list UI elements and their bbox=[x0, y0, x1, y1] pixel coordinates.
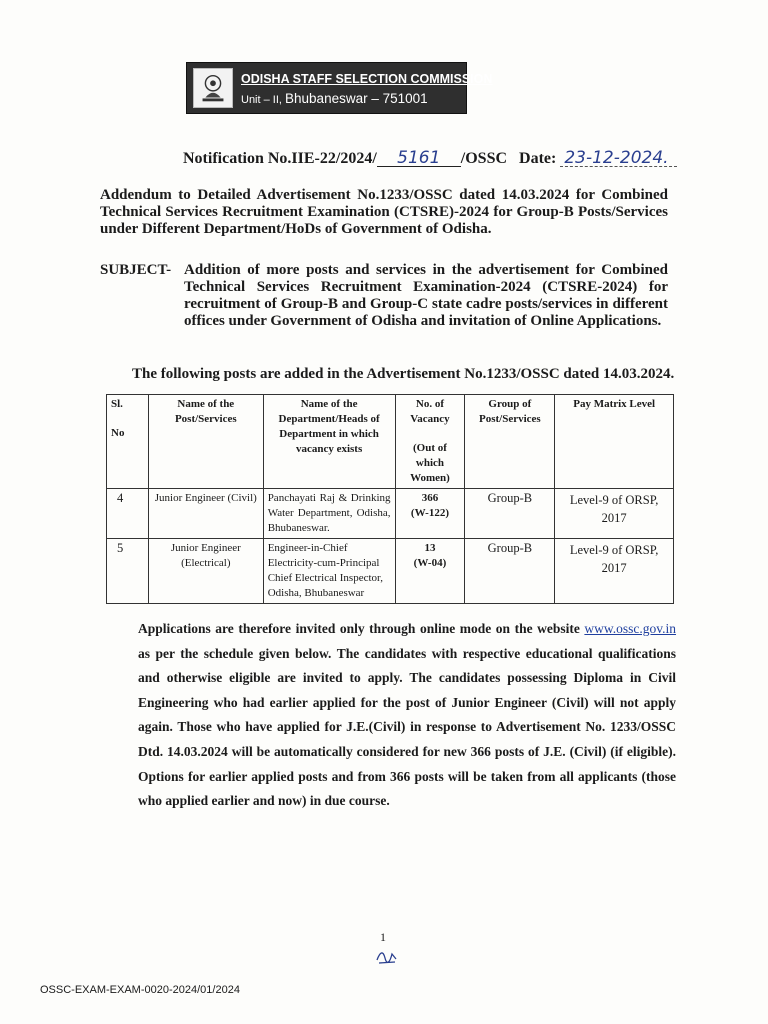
table-header-row bbox=[107, 395, 674, 489]
header-sl bbox=[107, 395, 149, 489]
odisha-emblem-icon bbox=[193, 68, 233, 108]
header-vacancy bbox=[395, 395, 465, 489]
row-post: Junior Engineer (Electrical) bbox=[148, 539, 263, 604]
row-group: Group-B bbox=[465, 489, 555, 539]
header-post: Name of the Post/Services bbox=[148, 395, 263, 489]
header-banner bbox=[186, 62, 493, 114]
website-link[interactable]: www.ossc.gov.in bbox=[584, 621, 677, 636]
addendum-text: Addendum to Detailed Advertisement No.1233/OSSC dated 14.03.2024 for Combined Technical Services Recruitment Examination (CTSRE)-2024 for Group-B Posts/Services under Different Department/HoDs of Government of Odisha. bbox=[100, 187, 668, 237]
header-vacancy-sub: (Out of which Women) bbox=[410, 442, 450, 484]
header-pay: Pay Matrix Level bbox=[555, 395, 674, 489]
row-vacancy-women: (W-04) bbox=[413, 557, 447, 569]
table-row bbox=[107, 539, 674, 604]
notification-suffix: /OSSC bbox=[460, 150, 508, 167]
subject-label: SUBJECT- bbox=[100, 262, 172, 278]
notification-line bbox=[183, 150, 677, 168]
row-vacancy bbox=[395, 489, 465, 539]
row-dept: Engineer-in-Chief Electricity-cum-Principal Chief Electrical Inspector, Odisha, Bhubaneswar bbox=[263, 539, 395, 604]
row-vacancy-women: (W-122) bbox=[410, 507, 449, 519]
applications-part2: as per the schedule given below. The candidates with respective educational qualifications and otherwise eligible are invited to apply. The candidates possessing Diploma in Civil Engineering who had earlier applied for the post of Junior Engineer (Civil) will not apply again. Those who have applied for J.E.(Civil) in response to Advertisement No. 1233/OSSC Dtd. 14.03.2024 will be automatically considered for new 366 posts of J.E. (Civil) (if eligible). Options for earlier applied posts and from 366 posts will be taken from all applicants (those who applied earlier and now) in due course. bbox=[138, 645, 676, 809]
row-post: Junior Engineer (Civil) bbox=[148, 489, 263, 539]
posts-table bbox=[106, 394, 674, 604]
subject-text: Addition of more posts and services in the advertisement for Combined Technical Services Recruitment Examination-2024 (CTSRE-2024) for recruitment of Group-B and Group-C state cadre posts/services in different offices under Government of Odisha and invitation of Online Applications. bbox=[184, 262, 668, 329]
header-vacancy-label: No. of Vacancy bbox=[410, 398, 450, 425]
footer-reference: OSSC-EXAM-EXAM-0020-2024/01/2024 bbox=[40, 984, 240, 996]
header-dept: Name of the Department/Heads of Department in which vacancy exists bbox=[263, 395, 395, 489]
notification-prefix: Notification No.IIE-22/2024/ bbox=[183, 150, 377, 167]
applications-part1: Applications are therefore invited only through online mode on the website bbox=[138, 621, 580, 636]
row-pay: Level-9 of ORSP, 2017 bbox=[555, 489, 674, 539]
org-unit-place: Bhubaneswar – 751001 bbox=[285, 91, 428, 106]
header-sl-bottom: No bbox=[111, 427, 125, 439]
subject-block bbox=[100, 262, 668, 330]
org-name: ODISHA STAFF SELECTION COMMISSION bbox=[241, 72, 493, 86]
row-pay: Level-9 of ORSP, 2017 bbox=[555, 539, 674, 604]
header-sl-top: Sl. bbox=[111, 398, 123, 410]
posts-added-line: The following posts are added in the Advertisement No.1233/OSSC dated 14.03.2024. bbox=[132, 366, 675, 382]
row-sl: 4 bbox=[107, 489, 149, 539]
date-handwritten: 23-12-2024. bbox=[560, 150, 676, 167]
applications-paragraph bbox=[138, 617, 676, 814]
notification-number-handwritten: 5161 bbox=[377, 150, 461, 167]
date-label: Date: bbox=[519, 150, 557, 167]
page-number: 1 bbox=[380, 930, 386, 944]
row-vacancy bbox=[395, 539, 465, 604]
org-unit-prefix: Unit – II, bbox=[241, 94, 286, 106]
header-group: Group of Post/Services bbox=[465, 395, 555, 489]
org-unit bbox=[241, 91, 428, 106]
row-dept: Panchayati Raj & Drinking Water Department, Odisha, Bhubaneswar. bbox=[263, 489, 395, 539]
row-group: Group-B bbox=[465, 539, 555, 604]
row-vacancy-count: 366 bbox=[421, 492, 439, 504]
signature-icon bbox=[374, 946, 400, 966]
row-vacancy-count: 13 bbox=[424, 542, 436, 554]
row-sl: 5 bbox=[107, 539, 149, 604]
table-row bbox=[107, 489, 674, 539]
